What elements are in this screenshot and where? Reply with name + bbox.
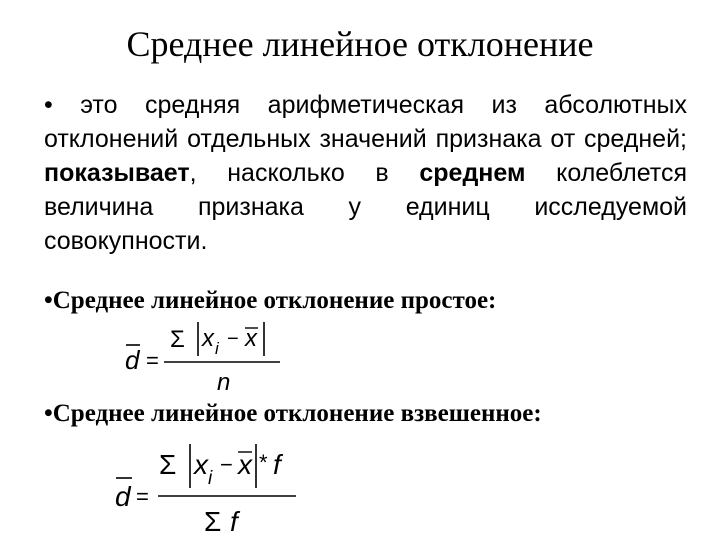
weighted-formula: [112, 438, 312, 538]
times-sign: *: [259, 450, 268, 475]
lhs-symbol: d: [125, 345, 140, 375]
definition-paragraph: [44, 88, 687, 258]
sum-symbol: Σ: [170, 326, 185, 353]
minus-sign: −: [220, 452, 233, 477]
equals-sign: =: [146, 348, 159, 373]
subscript-i: i: [215, 339, 219, 358]
definition-bold-shows: показывает: [44, 159, 190, 187]
x-symbol: x: [194, 449, 208, 480]
slide-title: Среднее линейное отклонение: [126, 24, 594, 64]
definition-bold-average: среднем: [419, 159, 526, 187]
denominator-f: f: [230, 506, 238, 537]
bullet-marker: •: [44, 91, 53, 119]
denominator-n: n: [217, 369, 231, 396]
definition-text-3: колеблется величина признака у единиц исследуемой совокупности.: [44, 159, 687, 255]
simple-formula: [118, 318, 288, 396]
simple-heading: •Среднее линейное отклонение простое:: [44, 287, 497, 314]
lhs-symbol: d: [115, 481, 131, 512]
equals-sign: =: [136, 484, 149, 509]
mean-symbol: x: [238, 449, 252, 480]
x-symbol: x: [202, 325, 214, 352]
weighted-heading: •Среднее линейное отклонение взвешенное:: [44, 400, 542, 427]
definition-text-2: , насколько в: [189, 159, 420, 187]
mean-symbol: x: [245, 325, 257, 352]
denominator-sum: Σ: [204, 506, 222, 537]
minus-sign: −: [227, 328, 239, 350]
subscript-i: i: [208, 468, 213, 489]
weight-f: f: [273, 449, 281, 480]
sum-symbol: Σ: [159, 449, 177, 480]
definition-text-1: это средняя арифметическая из абсолютных отклонений отдельных значений признака от средней;: [44, 91, 687, 153]
